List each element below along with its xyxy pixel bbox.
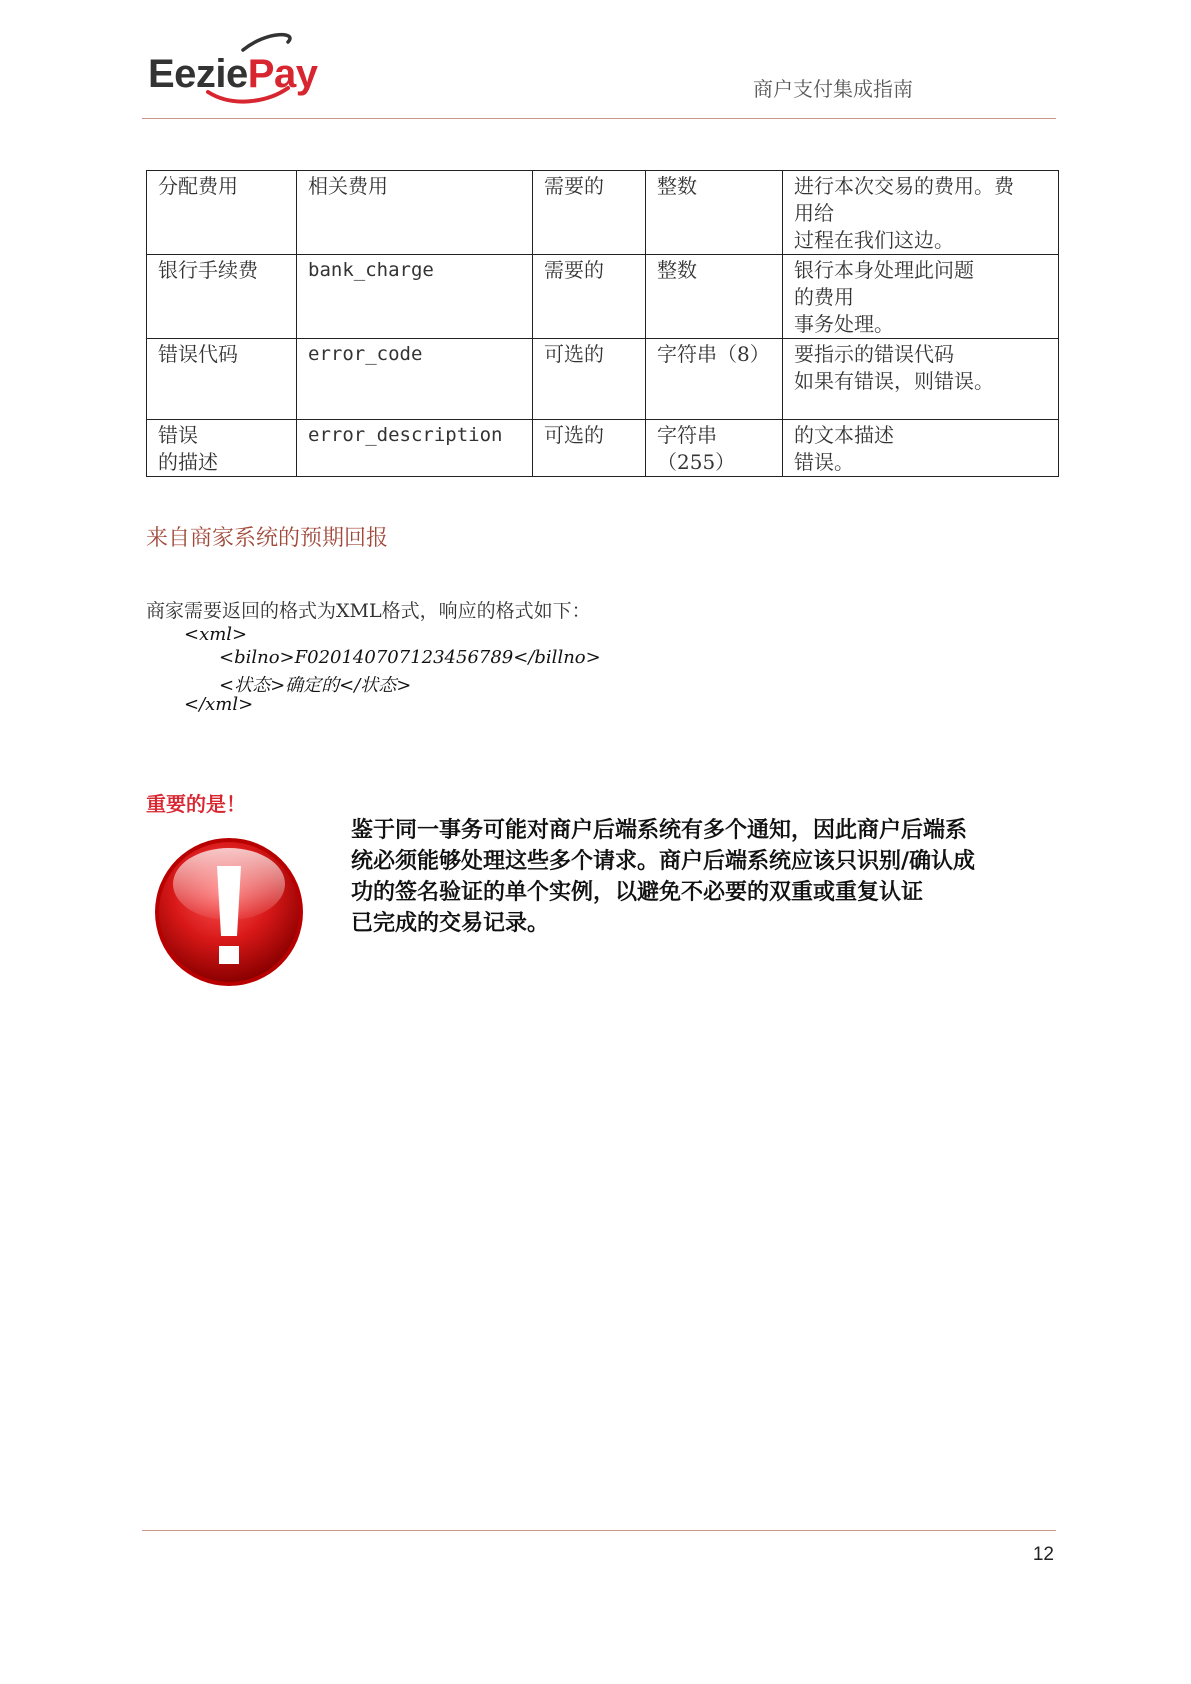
table-row [147, 420, 1059, 477]
logo-text-pay: Pay [247, 52, 318, 96]
param-type-cell: 字符串（8） [646, 339, 783, 420]
param-required-cell: 需要的 [533, 171, 646, 255]
exclamation-warning-icon [153, 836, 305, 988]
param-required-cell: 可选的 [533, 420, 646, 477]
param-desc-cell: 进行本次交易的费用。费 用给 过程在我们这边。 [783, 171, 1059, 255]
section-heading: 来自商家系统的预期回报 [146, 526, 389, 551]
param-field-cell: 相关费用 [297, 171, 533, 255]
document-title: 商户支付集成指南 [753, 77, 913, 101]
param-name-cell: 错误代码 [147, 339, 297, 420]
eeziepay-logo [148, 30, 348, 110]
param-type-cell: 字符串 （255） [646, 420, 783, 477]
param-field-cell: error_code [297, 339, 533, 420]
page-number: 12 [1032, 1544, 1054, 1565]
param-field-cell: bank_charge [297, 255, 533, 339]
important-label: 重要的是！ [146, 792, 246, 816]
code-line: </xml> [184, 694, 254, 715]
footer-divider [142, 1530, 1056, 1531]
code-line: <bilno>F020140707123456789</billno> [219, 647, 601, 668]
parameter-table [146, 170, 1059, 477]
param-desc-cell: 银行本身处理此问题 的费用 事务处理。 [783, 255, 1059, 339]
param-type-cell: 整数 [646, 171, 783, 255]
param-type-cell: 整数 [646, 255, 783, 339]
param-name-cell: 错误 的描述 [147, 420, 297, 477]
code-line: <xml> [184, 624, 248, 645]
table-row [147, 171, 1059, 255]
logo-text-eezie: Eezie [148, 52, 248, 96]
param-name-cell: 分配费用 [147, 171, 297, 255]
param-required-cell: 需要的 [533, 255, 646, 339]
param-name-cell: 银行手续费 [147, 255, 297, 339]
header-divider [142, 118, 1056, 119]
important-notice-text: 鉴于同一事务可能对商户后端系统有多个通知，因此商户后端系 统必须能够处理这些多个请求。商户后端系统应该只识别/确认成 功的签名验证的单个实例，以避免不必要的双重或重复认证 已完成的交易记录。 [351, 818, 976, 936]
param-desc-cell: 要指示的错误代码 如果有错误，则错误。 [783, 339, 1059, 420]
table-row [147, 255, 1059, 339]
param-field-cell: error_description [297, 420, 533, 477]
response-format-paragraph: 商家需要返回的格式为XML格式，响应的格式如下： [146, 600, 591, 622]
param-desc-cell: 的文本描述 错误。 [783, 420, 1059, 477]
code-line: <状态>确定的</状态> [219, 675, 412, 696]
table-row [147, 339, 1059, 420]
param-required-cell: 可选的 [533, 339, 646, 420]
